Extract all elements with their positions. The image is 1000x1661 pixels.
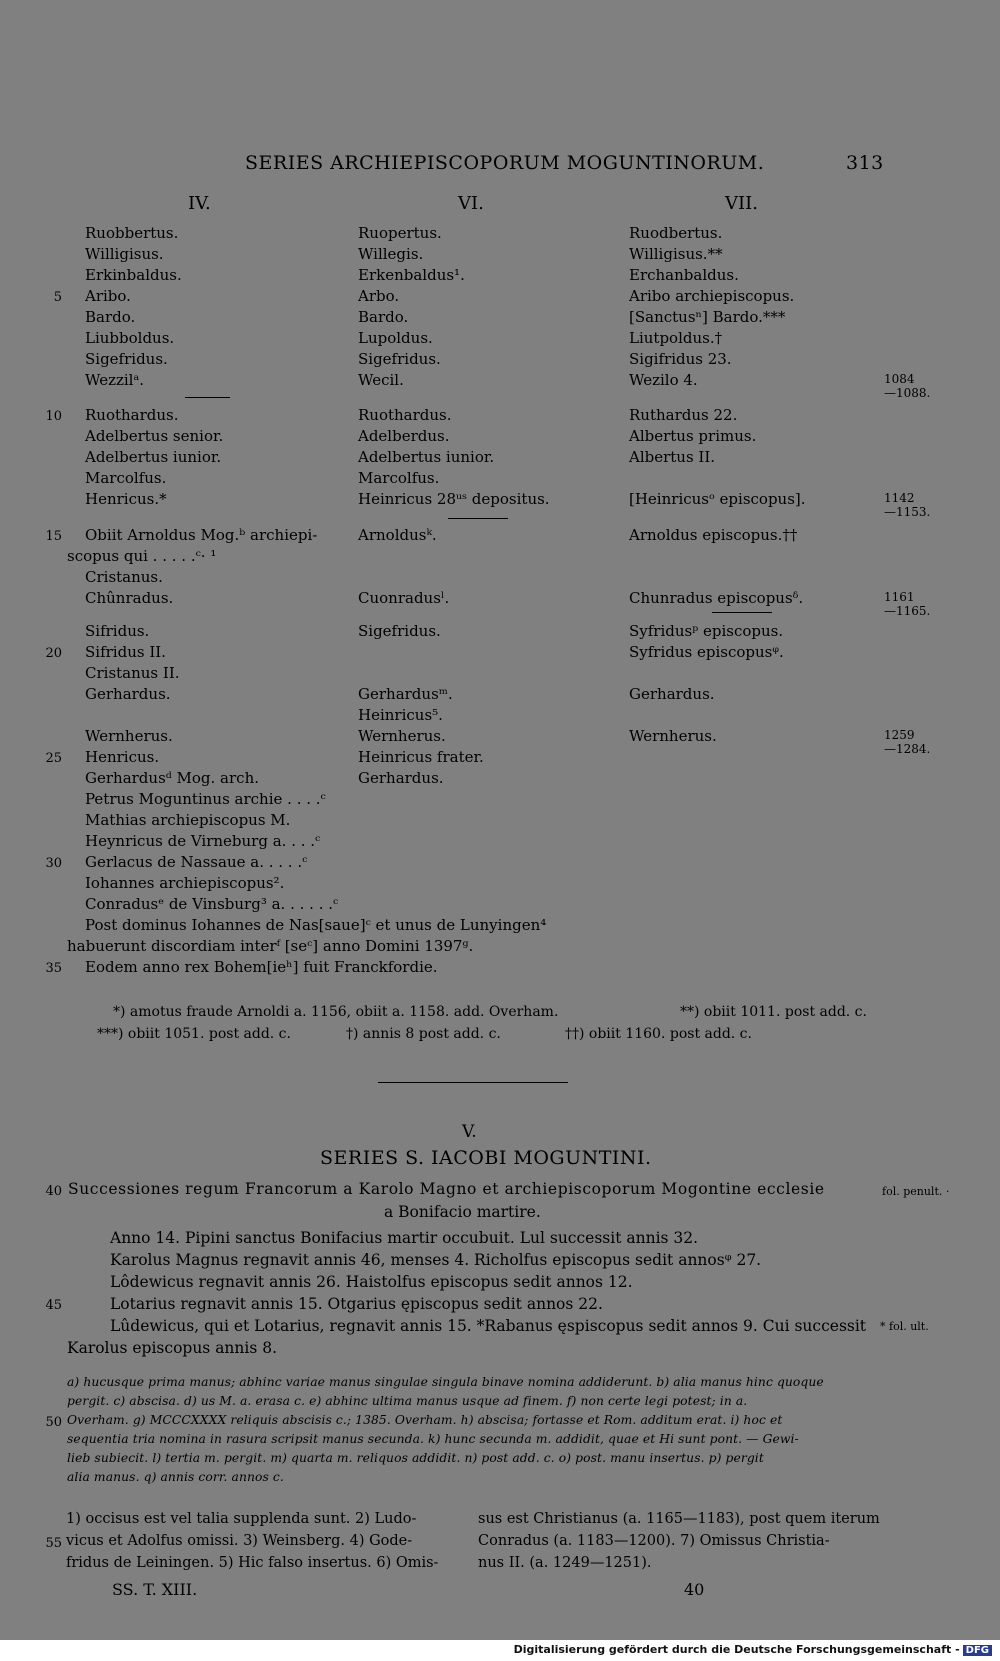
signature: SS. T. XIII. [112, 1580, 198, 1599]
col-vii-cell: Ruodbertus. [629, 224, 723, 242]
col-vi-cell: Wecil. [358, 371, 404, 389]
section-line [0, 1229, 1000, 1250]
table-row [0, 427, 1000, 448]
col-iv-cell: Conradusᵉ de Vinsburg³ a. . . . . .ᶜ [85, 895, 339, 913]
col-vii-cell: [Sanctusⁿ] Bardo.*** [629, 308, 786, 326]
line-number: 30 [45, 856, 62, 871]
col-iv-cell: Sigefridus. [85, 350, 168, 368]
table-row [0, 832, 1000, 853]
col-vii-cell: Syfridusᵖ episcopus. [629, 622, 784, 640]
col-vi-cell: Lupoldus. [358, 329, 433, 347]
col-iv-cell: Wernherus. [85, 727, 173, 745]
section-separator [378, 1082, 568, 1083]
lettered-note [0, 1451, 1000, 1469]
section-line-text: Karolus episcopus annis 8. [67, 1339, 278, 1357]
lettered-note [0, 1394, 1000, 1412]
column-header-vii: VII. [725, 193, 758, 214]
rule-under-chunradus [712, 612, 772, 613]
section-line [0, 1273, 1000, 1294]
table-row [0, 748, 1000, 769]
col-iv-cell: Gerlacus de Nassaue a. . . . .ᶜ [85, 853, 308, 871]
col-iv-cell: Wezzilᵃ. [85, 371, 145, 389]
table-row [0, 490, 1000, 519]
table-row [0, 685, 1000, 706]
funding-bar [0, 1640, 1000, 1661]
lettered-note-text: a) hucusque prima manus; abhinc variae manus singulae singula binave nomina addiderunt. b) alia manus hinc quoque [67, 1375, 824, 1389]
numbered-note-right: sus est Christianus (a. 1165—1183), post quem iterum [478, 1511, 880, 1527]
col-iv-cell: Sifridus II. [85, 643, 166, 661]
col-vii-cell: Albertus primus. [629, 427, 757, 445]
table-row [0, 769, 1000, 790]
date-margin: 1161 —1165. [884, 590, 931, 618]
col-iv-cell: Cristanus. [85, 568, 163, 586]
col-vii-cell: Chunradus episcopusᵟ. [629, 589, 804, 607]
line-number: 10 [45, 409, 62, 424]
col-vi-cell: Wernherus. [358, 727, 446, 745]
table-row [0, 287, 1000, 308]
section-line [0, 1251, 1000, 1272]
table-row [0, 622, 1000, 643]
table-row [0, 371, 1000, 400]
col-vii-cell: [Heinricusᵒ episcopus]. [629, 490, 806, 508]
col-vii-cell: Erchanbaldus. [629, 266, 739, 284]
section-line-text: Karolus Magnus regnavit annis 46, menses 4. Richolfus episcopus sedit annosᵠ 27. [110, 1251, 762, 1269]
table-row [0, 406, 1000, 427]
section-number: V. [462, 1122, 477, 1142]
col-iv-cell: Gerhardusᵈ Mog. arch. [85, 769, 260, 787]
col-vi-cell: Gerhardusᵐ. [358, 685, 453, 703]
col-vi-cell: Ruothardus. [358, 406, 452, 424]
table-row [0, 643, 1000, 664]
tail-line [0, 916, 1000, 937]
table-row [0, 329, 1000, 350]
col-vi-cell: Sigefridus. [358, 622, 441, 640]
col-vii-cell: Arnoldus episcopus.†† [629, 526, 798, 544]
table-row [0, 308, 1000, 329]
table-row [0, 874, 1000, 895]
rule-under-wezzil [185, 397, 230, 398]
col-iv-cell: Iohannes archiepiscopus². [85, 874, 285, 892]
col-vii-cell: Liutpoldus.† [629, 329, 723, 347]
col-vii-cell: Wezilo 4. [629, 371, 698, 389]
date-margin: 1259 —1284. [884, 728, 931, 756]
lettered-note-text: sequentia tria nomina in rasura scripsit manus secunda. k) hunc secunda m. addidit, quae et Hi sunt pont. — Gewi- [67, 1432, 799, 1446]
star-note-2: **) obiit 1011. post add. c. [680, 1004, 867, 1020]
numbered-note-row [0, 1555, 1000, 1576]
running-title: SERIES ARCHIEPISCOPORUM MOGUNTINORUM. [245, 152, 765, 174]
line-number: 15 [45, 529, 62, 544]
col-vi-cell: Heinricus frater. [358, 748, 484, 766]
col-iv-cell: Henricus.* [85, 490, 167, 508]
table-row [0, 895, 1000, 916]
tail-text: Post dominus Iohannes de Nas[saue]ᶜ et unus de Lunyingen⁴ [85, 916, 547, 934]
lettered-note-text: Overham. g) MCCCXXXX reliquis abscisis c.; 1385. Overham. h) abscisa; fortasse et Rom. additum erat. i) hoc et [67, 1413, 783, 1427]
line-number: 20 [45, 646, 62, 661]
table-row [0, 589, 1000, 618]
col-vi-cell: Marcolfus. [358, 469, 440, 487]
section-line [0, 1295, 1000, 1316]
col-vi-cell: Arnoldusᵏ. [358, 526, 437, 544]
dfg-logo: DFG [963, 1645, 992, 1656]
col-vi-cell: Adelberdus. [358, 427, 450, 445]
tail-text: Eodem anno rex Bohem[ieʰ] fuit Franckfordie. [85, 958, 438, 976]
col-iv-cell: Sifridus. [85, 622, 150, 640]
table-row [0, 224, 1000, 245]
numbered-note-right: Conradus (a. 1183—1200). 7) Omissus Christia- [478, 1533, 830, 1549]
folio-margin: fol. penult. · [882, 1185, 950, 1198]
col-iv-cell: Chûnradus. [85, 589, 174, 607]
rule-under-heinricus [448, 518, 508, 519]
sheet-number: 40 [684, 1580, 705, 1599]
numbered-note-left: 1) occisus est vel talia supplenda sunt. 2) Ludo- [66, 1511, 417, 1527]
section-line-text: Lôdewicus regnavit annis 26. Haistolfus episcopus sedit annos 12. [110, 1273, 633, 1291]
col-vi-cell: Willegis. [358, 245, 424, 263]
col-vi-cell: Cuonradusˡ. [358, 589, 450, 607]
table-row [0, 664, 1000, 685]
table-row [0, 853, 1000, 874]
col-iv-cell: Henricus. [85, 748, 160, 766]
lettered-note-text: alia manus. q) annis corr. annos c. [67, 1470, 284, 1484]
column-header-vi: VI. [458, 193, 484, 214]
col-vii-cell: Willigisus.** [629, 245, 723, 263]
section-title: SERIES S. IACOBI MOGUNTINI. [320, 1147, 652, 1169]
col-vi-cell: Heinricus⁵. [358, 706, 443, 724]
table-row [0, 568, 1000, 589]
section-line-text: Lotarius regnavit annis 15. Otgarius ępiscopus sedit annos 22. [110, 1295, 603, 1313]
col-iv-cell: scopus qui . . . . .ᶜ· ¹ [67, 547, 217, 565]
section-line [0, 1317, 1000, 1338]
col-vii-cell: Sigifridus 23. [629, 350, 732, 368]
star-note-5: ††) obiit 1160. post add. c. [565, 1026, 752, 1042]
star-note-4: †) annis 8 post add. c. [346, 1026, 501, 1042]
page-number: 313 [846, 152, 884, 174]
col-iv-cell: Erkinbaldus. [85, 266, 182, 284]
col-vi-cell: Arbo. [358, 287, 400, 305]
col-vii-cell: Aribo archiepiscopus. [629, 287, 795, 305]
col-vi-cell: Gerhardus. [358, 769, 444, 787]
numbered-note-row [0, 1533, 1000, 1554]
table-row [0, 706, 1000, 727]
lettered-note-text: pergit. c) abscisa. d) us M. a. erasa c. e) abhinc ultima manus usque ad finem. f) non certe legi potest; in a. [67, 1394, 748, 1408]
table-row [0, 245, 1000, 266]
col-vi-cell: Heinricus 28ᵘˢ depositus. [358, 490, 550, 508]
lettered-note [0, 1413, 1000, 1431]
col-iv-cell: Aribo. [85, 287, 131, 305]
line-number: 5 [53, 290, 62, 305]
line-number: 45 [45, 1298, 62, 1313]
col-iv-cell: Willigisus. [85, 245, 164, 263]
col-iv-cell: Liubboldus. [85, 329, 175, 347]
col-iv-cell: Mathias archiepiscopus M. [85, 811, 291, 829]
col-vii-cell: Gerhardus. [629, 685, 715, 703]
line-number: 40 [45, 1184, 62, 1199]
column-header-iv: IV. [188, 193, 211, 214]
numbered-note-left: vicus et Adolfus omissi. 3) Weinsberg. 4) Gode- [66, 1533, 413, 1549]
numbered-note-right: nus II. (a. 1249—1251). [478, 1555, 652, 1571]
col-iv-cell: Ruothardus. [85, 406, 179, 424]
section-intro-line-1: Successiones regum Francorum a Karolo Magno et archiepiscoporum Mogontine ecclesie [68, 1180, 825, 1198]
star-note-1: *) amotus fraude Arnoldi a. 1156, obiit a. 1158. add. Overham. [113, 1004, 559, 1020]
col-iv-cell: Obiit Arnoldus Mog.ᵇ archiepi- [85, 526, 318, 544]
funding-text: Digitalisierung gefördert durch die Deutsche Forschungsgemeinschaft - [513, 1643, 960, 1656]
table-row [0, 547, 1000, 568]
funding-text-wrap [514, 1643, 992, 1656]
col-iv-cell: Cristanus II. [85, 664, 180, 682]
lettered-note [0, 1470, 1000, 1488]
section-line [0, 1339, 1000, 1360]
section-intro-line-2: a Bonifacio martire. [384, 1203, 541, 1221]
table-row [0, 350, 1000, 371]
col-vii-cell: Wernherus. [629, 727, 717, 745]
tail-line [0, 958, 1000, 979]
col-vi-cell: Ruopertus. [358, 224, 442, 242]
table-row [0, 811, 1000, 832]
date-margin: 1084 —1088. [884, 372, 931, 400]
col-vi-cell: Erkenbaldus¹. [358, 266, 465, 284]
col-vi-cell: Sigefridus. [358, 350, 441, 368]
lettered-note [0, 1432, 1000, 1450]
folio-margin-last: * fol. ult. [880, 1320, 929, 1333]
col-iv-cell: Adelbertus senior. [85, 427, 224, 445]
col-vii-cell: Albertus II. [629, 448, 716, 466]
line-number: 35 [45, 961, 62, 976]
col-vi-cell: Adelbertus iunior. [358, 448, 495, 466]
col-iv-cell: Bardo. [85, 308, 136, 326]
section-line-text: Lûdewicus, qui et Lotarius, regnavit annis 15. *Rabanus ęspiscopus sedit annos 9. Cui successit [110, 1317, 867, 1335]
col-vii-cell: Ruthardus 22. [629, 406, 738, 424]
line-number: 55 [45, 1536, 62, 1551]
col-iv-cell: Adelbertus iunior. [85, 448, 222, 466]
col-iv-cell: Petrus Moguntinus archie . . . .ᶜ [85, 790, 326, 808]
line-number: 50 [45, 1415, 62, 1430]
col-iv-cell: Heynricus de Virneburg a. . . .ᶜ [85, 832, 321, 850]
tail-line [0, 937, 1000, 958]
star-note-3: ***) obiit 1051. post add. c. [97, 1026, 291, 1042]
table-row [0, 526, 1000, 547]
line-number: 25 [45, 751, 62, 766]
lettered-note [0, 1375, 1000, 1393]
lettered-note-text: lieb subiecit. l) tertia m. pergit. m) quarta m. reliquos addidit. n) post add. c. o) post. manu insertus. p) pergit [67, 1451, 764, 1465]
col-iv-cell: Ruobbertus. [85, 224, 179, 242]
tail-text: habuerunt discordiam interᶠ [seᶜ] anno Domini 1397ᵍ. [67, 937, 474, 955]
col-iv-cell: Gerhardus. [85, 685, 171, 703]
table-row [0, 790, 1000, 811]
date-margin: 1142 —1153. [884, 491, 931, 519]
table-row [0, 266, 1000, 287]
col-vii-cell: Syfridus episcopusᵠ. [629, 643, 784, 661]
col-vi-cell: Bardo. [358, 308, 409, 326]
numbered-note-row [0, 1511, 1000, 1532]
numbered-note-left: fridus de Leiningen. 5) Hic falso insertus. 6) Omis- [66, 1555, 439, 1571]
table-row [0, 727, 1000, 756]
col-iv-cell: Marcolfus. [85, 469, 167, 487]
table-row [0, 469, 1000, 490]
table-row [0, 448, 1000, 469]
section-line-text: Anno 14. Pipini sanctus Bonifacius martir occubuit. Lul successit annis 32. [110, 1229, 699, 1247]
